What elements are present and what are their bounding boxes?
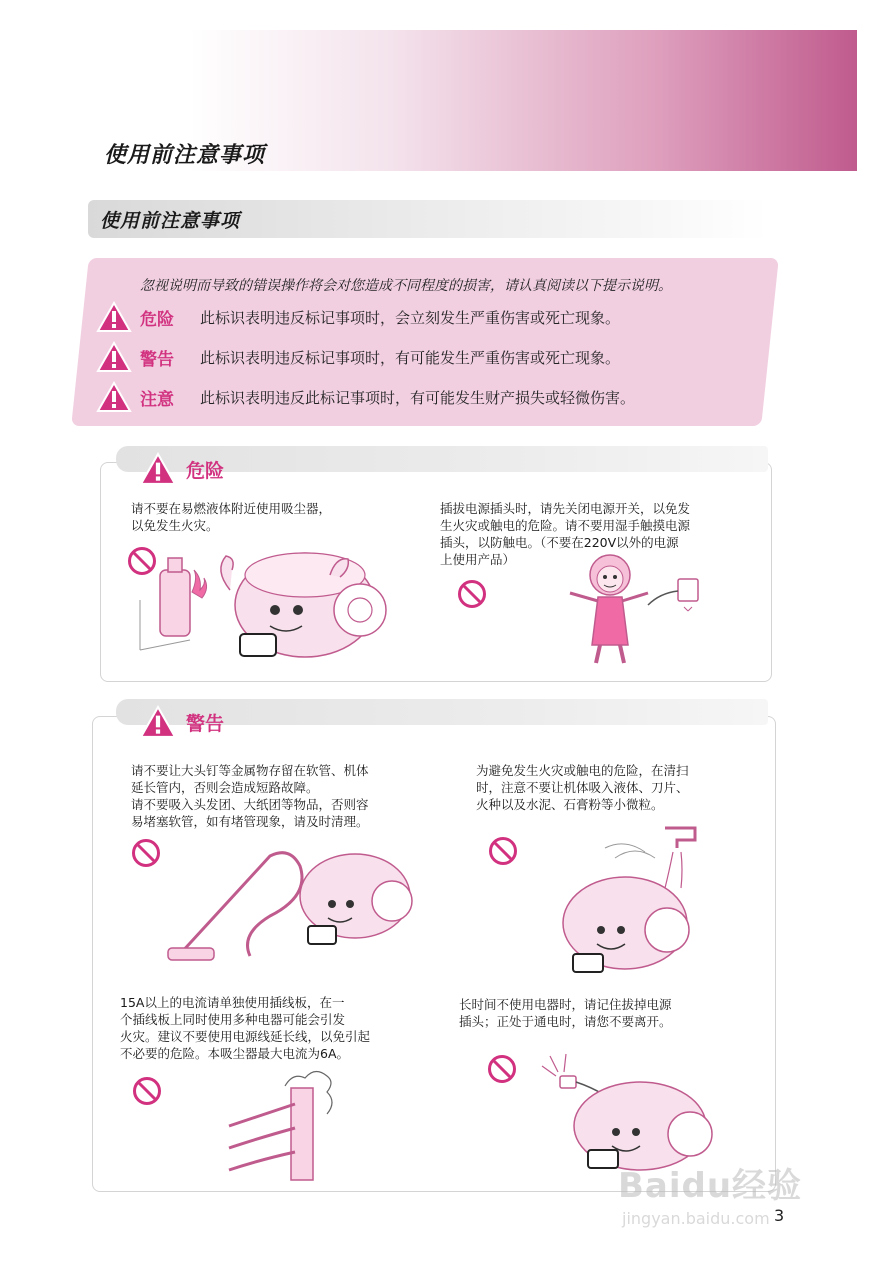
warning-triangle-icon (96, 301, 132, 333)
girl-outlet-illustration (560, 545, 710, 675)
page-title: 使用前注意事项 (104, 143, 266, 168)
legend-desc-caution: 此标识表明违反此标记事项时，有可能发生财产损失或轻微伤害。 (200, 388, 636, 407)
warning-note-liquids: 为避免发生火灾或触电的危险，在清扫 时，注意不要让机体吸入液体、刀片、 火种以及水泥、石膏粉等小微粒。 (476, 763, 689, 812)
warning-panel-heading (138, 705, 224, 739)
danger-panel-heading (138, 452, 224, 486)
vacuum-faucet-illustration (545, 818, 725, 978)
warning-note-power-strip: 15A以上的电流请单独使用插线板，在一 个插线板上同时使用多种电器可能会引发 火灾。建议不要使用电源线延长线，以免引起 不必要的危险。本吸尘器最大电流为6A。 (120, 995, 371, 1061)
legend-label-caution: 注意 (140, 389, 174, 410)
watermark-url: jingyan.baidu.com (622, 1209, 770, 1228)
prohibited-icon (487, 1054, 517, 1084)
danger-panel-title: 危险 (186, 459, 225, 482)
warning-triangle-icon (138, 705, 178, 739)
legend-row-caution (96, 380, 635, 414)
warning-triangle-icon (96, 341, 132, 373)
warning-note-unplug: 长时间不使用电器时，请记住拔掉电源 插头；正处于通电时，请您不要离开。 (459, 997, 672, 1029)
warning-panel-title: 警告 (186, 712, 225, 735)
legend-label-danger: 危险 (140, 309, 174, 330)
danger-note-flammable: 请不要在易燃液体附近使用吸尘器， 以免发生火灾。 (131, 501, 332, 533)
warning-note-metal: 请不要让大头钉等金属物存留在软管、机体 延长管内，否则会造成短路故障。 请不要吸入头发团、大纸团等物品，否则容 易堵塞软管，如有堵管现象，请及时清理。 (131, 763, 369, 829)
warning-triangle-icon (138, 452, 178, 486)
legend-row-warning (96, 340, 620, 374)
legend-intro: 忽视说明而导致的错误操作将会对您造成不同程度的损害，请认真阅读以下提示说明。 (140, 278, 672, 294)
page-number: 3 (774, 1206, 785, 1225)
baidu-watermark (618, 1158, 818, 1248)
prohibited-icon (457, 579, 487, 609)
danger-note-plug: 插拔电源插头时，请先关闭电源开关，以免发 生火灾或触电的危险。请不要用湿手触摸电源 插头，以防触电。（不要在220V以外的电源 上使用产品） (440, 501, 691, 567)
vacuum-unplug-illustration (530, 1046, 730, 1176)
legend-row-danger (96, 300, 620, 334)
header-gradient-band (190, 30, 857, 171)
prohibited-icon (131, 838, 161, 868)
legend-desc-warning: 此标识表明违反标记事项时，有可能发生严重伤害或死亡现象。 (200, 348, 621, 367)
section-title: 使用前注意事项 (100, 210, 241, 232)
watermark-logo: Baidu经验 (618, 1166, 803, 1206)
vacuum-hose-illustration (160, 836, 420, 971)
legend-label-warning: 警告 (140, 349, 174, 370)
prohibited-icon (132, 1076, 162, 1106)
power-strip-illustration (225, 1066, 345, 1186)
warning-triangle-icon (96, 381, 132, 413)
prohibited-icon (488, 836, 518, 866)
legend-desc-danger: 此标识表明违反标记事项时，会立刻发生严重伤害或死亡现象。 (200, 308, 621, 327)
vacuum-fire-illustration (130, 530, 400, 670)
